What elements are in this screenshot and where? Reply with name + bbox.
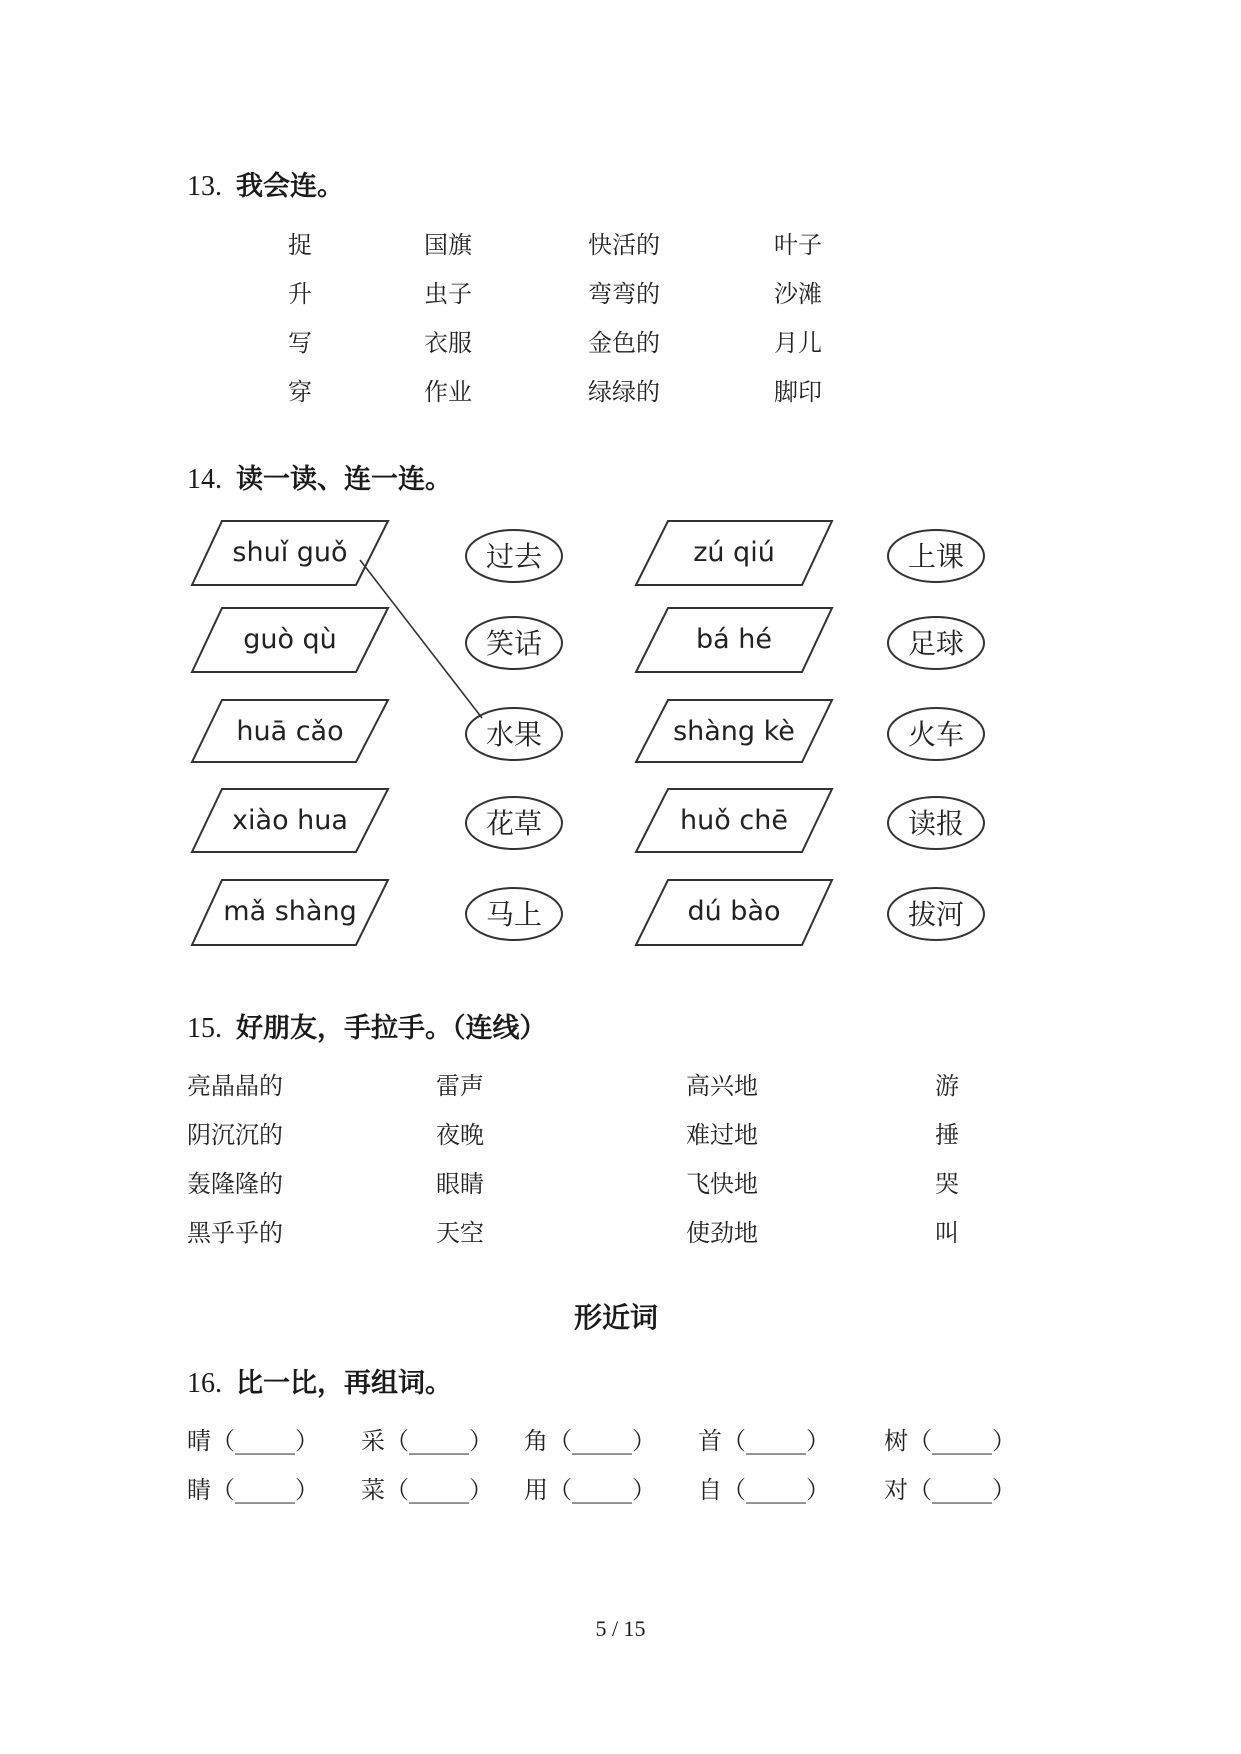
q13-word: 写 [288, 329, 312, 357]
q15-title-text: 好朋友，手拉手。（连线） [236, 1013, 547, 1044]
q15-word: 高兴地 [686, 1072, 758, 1100]
answer-blank[interactable]: （_____） [908, 1476, 1016, 1504]
q15-word: 天空 [436, 1219, 484, 1247]
oval-word: 花草 [485, 807, 543, 840]
char: 树 [884, 1427, 908, 1455]
q15-title [187, 1006, 547, 1045]
page-number: 5 / 15 [595, 1616, 646, 1641]
q13-number: 13. [187, 171, 222, 202]
q14-title-text: 读一读、连一连。 [236, 464, 452, 495]
q13-word: 虫子 [424, 280, 472, 308]
q13-word: 金色的 [588, 329, 660, 357]
compare-item [524, 1421, 656, 1456]
char: 用 [524, 1476, 548, 1504]
answer-blank[interactable]: （_____） [548, 1476, 656, 1504]
compare-item [524, 1470, 656, 1505]
q15-word: 捶 [935, 1121, 959, 1149]
pinyin-label: zú qiú [693, 537, 775, 568]
q13-word: 衣服 [424, 329, 472, 357]
q16-title-text: 比一比，再组词。 [236, 1368, 452, 1399]
compare-item [884, 1421, 1016, 1456]
answer-blank[interactable]: （_____） [211, 1427, 319, 1455]
oval-word: 拔河 [907, 898, 965, 931]
example-connector-line [360, 560, 482, 718]
oval-word: 读报 [907, 807, 965, 840]
q15-word: 难过地 [686, 1121, 758, 1149]
answer-blank[interactable]: （_____） [385, 1427, 493, 1455]
q15-word: 黑乎乎的 [187, 1219, 283, 1247]
pinyin-label: shuǐ guǒ [232, 537, 348, 568]
oval-word: 上课 [907, 540, 965, 573]
pinyin-label: bá hé [696, 624, 772, 655]
answer-blank[interactable]: （_____） [722, 1427, 830, 1455]
pinyin-label: huā cǎo [236, 716, 344, 747]
q15-number: 15. [187, 1013, 222, 1044]
q13-word: 作业 [424, 378, 472, 406]
pinyin-label: mǎ shàng [223, 896, 357, 927]
pinyin-label: shàng kè [673, 716, 795, 747]
q16-number: 16. [187, 1368, 222, 1399]
answer-blank[interactable]: （_____） [908, 1427, 1016, 1455]
char: 菜 [361, 1476, 385, 1504]
q15-word: 亮晶晶的 [187, 1072, 283, 1100]
char: 首 [698, 1427, 722, 1455]
pinyin-label: xiào hua [232, 805, 348, 836]
q13-word: 沙滩 [774, 280, 822, 308]
oval-word: 马上 [485, 898, 543, 931]
answer-blank[interactable]: （_____） [548, 1427, 656, 1455]
oval-word: 足球 [907, 627, 965, 660]
char: 采 [361, 1427, 385, 1455]
section-heading: 形近词 [574, 1301, 659, 1334]
char: 角 [524, 1427, 548, 1455]
char: 睛 [187, 1476, 211, 1504]
compare-item [698, 1421, 830, 1456]
char: 对 [884, 1476, 908, 1504]
compare-item [361, 1421, 493, 1456]
q13-title-text: 我会连。 [236, 171, 344, 202]
pinyin-label: huǒ chē [680, 805, 788, 836]
compare-item [361, 1470, 493, 1505]
q15-word: 哭 [935, 1170, 959, 1198]
q13-word: 国旗 [424, 231, 472, 259]
q15-word: 游 [935, 1072, 959, 1100]
q15-word: 夜晚 [436, 1121, 484, 1149]
q13-word: 升 [288, 280, 312, 308]
q15-word: 眼睛 [436, 1170, 484, 1198]
q13-word: 捉 [288, 231, 312, 259]
compare-item [884, 1470, 1016, 1505]
char: 自 [698, 1476, 722, 1504]
compare-item [187, 1470, 319, 1505]
compare-item [698, 1470, 830, 1505]
q13-word: 快活的 [588, 231, 660, 259]
answer-blank[interactable]: （_____） [385, 1476, 493, 1504]
oval-word: 笑话 [485, 627, 543, 660]
oval-word: 水果 [485, 718, 543, 751]
q15-word: 使劲地 [686, 1219, 758, 1247]
pinyin-label: guò qù [243, 624, 337, 655]
q13-word: 脚印 [774, 378, 822, 406]
compare-item [187, 1421, 319, 1456]
q13-word: 穿 [288, 378, 312, 406]
q13-word: 月儿 [774, 329, 822, 357]
q15-word: 飞快地 [686, 1170, 758, 1198]
q13-word: 弯弯的 [588, 280, 660, 308]
answer-blank[interactable]: （_____） [722, 1476, 830, 1504]
q15-word: 轰隆隆的 [187, 1170, 283, 1198]
q13-word: 叶子 [774, 231, 822, 259]
q15-word: 阴沉沉的 [187, 1121, 283, 1149]
char: 晴 [187, 1427, 211, 1455]
q14-number: 14. [187, 464, 222, 495]
q15-word: 雷声 [436, 1072, 484, 1100]
oval-word: 过去 [485, 540, 543, 573]
q13-word: 绿绿的 [588, 378, 660, 406]
answer-blank[interactable]: （_____） [211, 1476, 319, 1504]
oval-word: 火车 [907, 718, 965, 751]
q15-word: 叫 [935, 1219, 959, 1247]
pinyin-label: dú bào [687, 896, 781, 927]
q16-title [187, 1361, 452, 1400]
